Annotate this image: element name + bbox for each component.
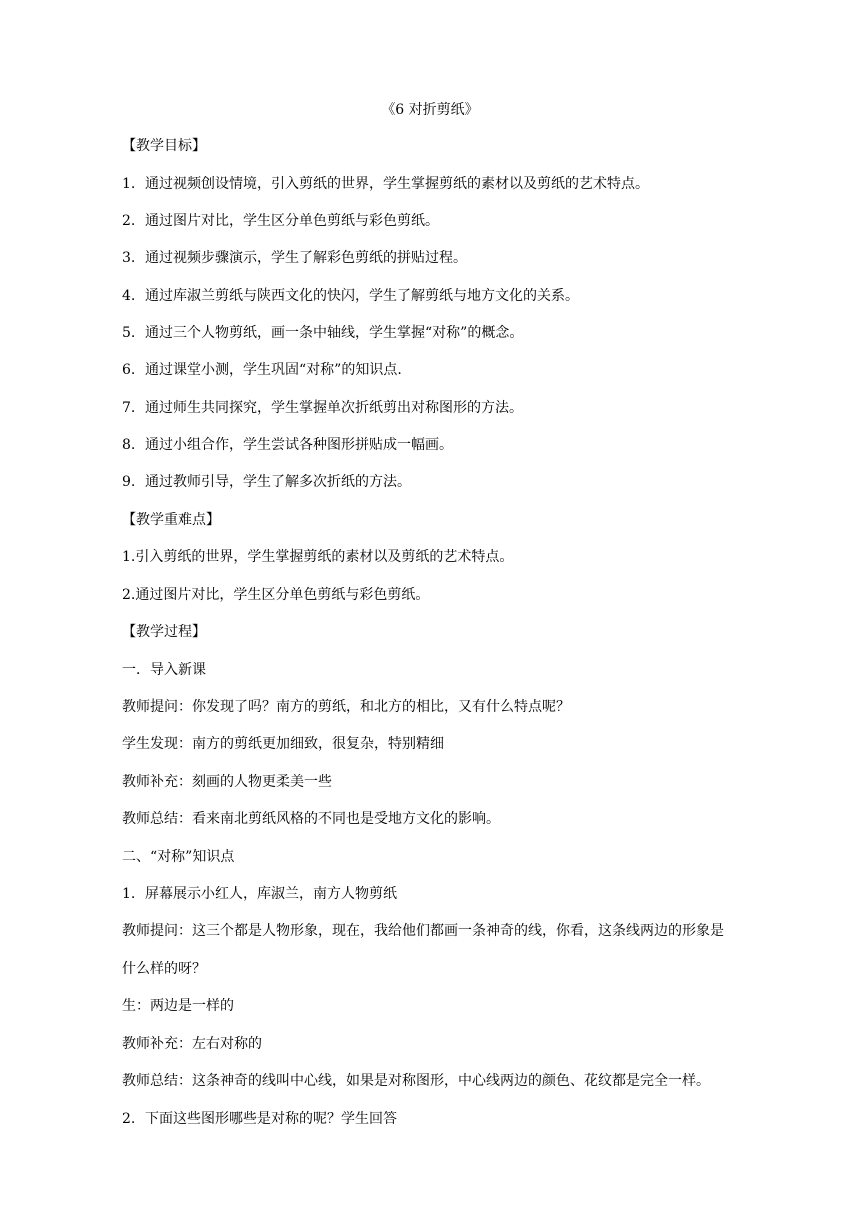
key-point-item-2: 2.通过图片对比，学生区分单色剪纸与彩色剪纸。 bbox=[122, 587, 430, 603]
objective-number: 4. bbox=[122, 288, 136, 304]
part1-line: 教师提问：你发现了吗？南方的剪纸，和北方的相比，又有什么特点呢？ bbox=[122, 699, 570, 715]
objective-number: 9. bbox=[122, 474, 136, 490]
part2-line: 什么样的呀？ bbox=[122, 961, 206, 977]
objective-text: 通过图片对比，学生区分单色剪纸与彩色剪纸。 bbox=[145, 213, 439, 229]
part2-line: 生：两边是一样的 bbox=[122, 998, 234, 1014]
objective-item-6 bbox=[122, 361, 402, 379]
objective-text: 通过小组合作，学生尝试各种图形拼贴成一幅画。 bbox=[145, 437, 453, 453]
part1-line: 教师总结：看来南北剪纸风格的不同也是受地方文化的影响。 bbox=[122, 811, 500, 827]
item-text: 屏幕展示小红人，库淑兰，南方人物剪纸 bbox=[145, 886, 397, 902]
objective-item-1 bbox=[122, 175, 649, 193]
objective-text: 通过视频步骤演示，学生了解彩色剪纸的拼贴过程。 bbox=[145, 250, 467, 266]
objective-text: 通过课堂小测，学生巩固“对称”的知识点. bbox=[145, 362, 402, 378]
document-title: 《6 对折剪纸》 bbox=[381, 102, 479, 118]
objective-text: 通过师生共同探究，学生掌握单次折纸剪出对称图形的方法。 bbox=[145, 400, 523, 416]
objective-item-5 bbox=[122, 324, 523, 342]
item-number: 2. bbox=[122, 1111, 136, 1127]
objective-text: 通过教师引导，学生了解多次折纸的方法。 bbox=[145, 474, 411, 490]
objective-item-2 bbox=[122, 212, 439, 230]
objective-item-7 bbox=[122, 399, 523, 417]
objectives-heading: 【教学目标】 bbox=[122, 138, 206, 154]
objective-number: 7. bbox=[122, 400, 136, 416]
item-text: 下面这些图形哪些是对称的呢？学生回答 bbox=[145, 1111, 397, 1127]
objective-number: 8. bbox=[122, 437, 136, 453]
objective-text: 通过三个人物剪纸，画一条中轴线，学生掌握“对称”的概念。 bbox=[145, 325, 524, 341]
objective-number: 5. bbox=[122, 325, 136, 341]
part2-item-2 bbox=[122, 1110, 397, 1128]
objective-text: 通过库淑兰剪纸与陕西文化的快闪，学生了解剪纸与地方文化的关系。 bbox=[145, 288, 579, 304]
objective-number: 6. bbox=[122, 362, 136, 378]
objective-number: 3. bbox=[122, 250, 136, 266]
process-heading: 【教学过程】 bbox=[122, 624, 206, 640]
objective-item-8 bbox=[122, 436, 453, 454]
part2-line: 教师总结：这条神奇的线叫中心线，如果是对称图形，中心线两边的颜色、花纹都是完全一样。 bbox=[122, 1073, 710, 1089]
objective-item-3 bbox=[122, 249, 467, 267]
objective-item-4 bbox=[122, 287, 579, 305]
part2-item-1 bbox=[122, 885, 397, 903]
part2-line: 教师提问：这三个都是人物形象，现在，我给他们都画一条神奇的线，你看，这条线两边的形象是 bbox=[122, 923, 724, 939]
key-point-item-1: 1.引入剪纸的世界，学生掌握剪纸的素材以及剪纸的艺术特点。 bbox=[122, 549, 514, 565]
item-number: 1. bbox=[122, 886, 136, 902]
part1-heading: 一．导入新课 bbox=[122, 662, 206, 678]
part2-line: 教师补充：左右对称的 bbox=[122, 1036, 262, 1052]
objective-number: 1. bbox=[122, 176, 136, 192]
part1-line: 教师补充：刻画的人物更柔美一些 bbox=[122, 774, 332, 790]
objective-number: 2. bbox=[122, 213, 136, 229]
part1-line: 学生发现：南方的剪纸更加细致，很复杂，特别精细 bbox=[122, 736, 444, 752]
key-points-heading: 【教学重难点】 bbox=[122, 512, 220, 528]
objective-item-9 bbox=[122, 473, 411, 491]
objective-text: 通过视频创设情境，引入剪纸的世界，学生掌握剪纸的素材以及剪纸的艺术特点。 bbox=[145, 176, 649, 192]
part2-heading: 二、“对称”知识点 bbox=[122, 849, 235, 865]
